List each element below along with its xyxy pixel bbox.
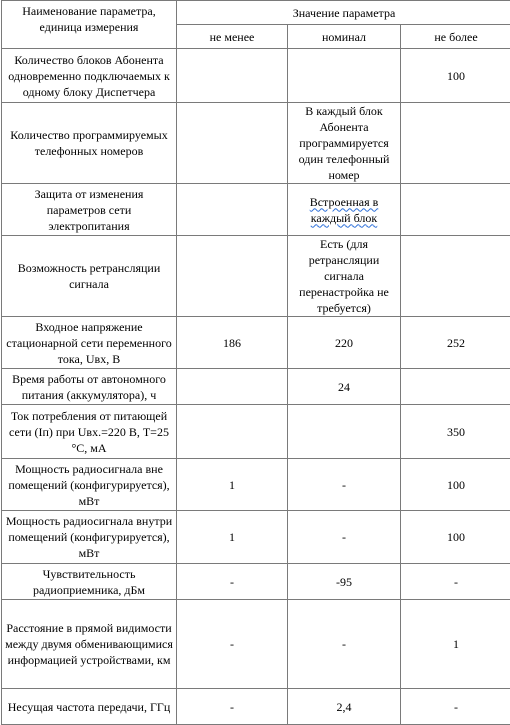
table-row <box>2 405 510 459</box>
table-row <box>2 103 510 184</box>
row-parameter: Ток потребления от питающей сети (Iп) при Uвх.=220 В, Т=25 °С, мА <box>2 405 177 459</box>
header-nominal: номинал <box>288 25 401 49</box>
row-nominal: - <box>288 600 401 689</box>
table-row <box>2 49 510 103</box>
row-min <box>177 49 288 103</box>
row-min <box>177 405 288 459</box>
row-nominal: Есть (для ретрансляции сигнала перенастройка не требуется) <box>288 236 401 317</box>
row-min <box>177 184 288 236</box>
header-max: не более <box>401 25 510 49</box>
header-parameter-name: Наименование параметра, единица измерения <box>2 1 177 49</box>
row-min <box>177 103 288 184</box>
row-max: 252 <box>401 317 510 369</box>
row-parameter: Несущая частота передачи, ГГц <box>2 689 177 725</box>
row-min: - <box>177 600 288 689</box>
row-max <box>401 184 510 236</box>
row-parameter: Мощность радиосигнала вне помещений (конфигурируется), мВт <box>2 459 177 511</box>
row-max <box>401 369 510 405</box>
row-nominal <box>288 405 401 459</box>
table-row <box>2 600 510 689</box>
row-parameter: Защита от изменения параметров сети электропитания <box>2 184 177 236</box>
table-row <box>2 459 510 511</box>
table-row <box>2 564 510 600</box>
table-row <box>2 236 510 317</box>
row-parameter: Мощность радиосигнала внутри помещений (конфигурируется), мВт <box>2 511 177 564</box>
row-nominal: - <box>288 511 401 564</box>
row-max: 100 <box>401 459 510 511</box>
row-max: 100 <box>401 49 510 103</box>
row-min: 1 <box>177 459 288 511</box>
row-parameter: Возможность ретрансляции сигнала <box>2 236 177 317</box>
row-max: - <box>401 689 510 725</box>
row-max <box>401 103 510 184</box>
row-nominal: В каждый блок Абонента программируется один телефонный номер <box>288 103 401 184</box>
row-parameter: Время работы от автономного питания (аккумулятора), ч <box>2 369 177 405</box>
row-nominal: 220 <box>288 317 401 369</box>
row-nominal: - <box>288 459 401 511</box>
row-max: 100 <box>401 511 510 564</box>
row-nominal: 24 <box>288 369 401 405</box>
row-max: - <box>401 564 510 600</box>
table-row <box>2 689 510 725</box>
row-parameter: Чувствительность радиоприемника, дБм <box>2 564 177 600</box>
parameters-table <box>1 0 510 725</box>
row-max: 1 <box>401 600 510 689</box>
table-row <box>2 184 510 236</box>
table-row <box>2 511 510 564</box>
table-row <box>2 317 510 369</box>
row-min: 1 <box>177 511 288 564</box>
row-nominal <box>288 184 401 236</box>
row-max: 350 <box>401 405 510 459</box>
header-min: не менее <box>177 25 288 49</box>
row-max <box>401 236 510 317</box>
row-parameter: Количество программируемых телефонных номеров <box>2 103 177 184</box>
row-parameter: Расстояние в прямой видимости между двумя обменивающимися информацией устройствами, км <box>2 600 177 689</box>
table-row <box>2 369 510 405</box>
row-nominal <box>288 49 401 103</box>
row-parameter: Входное напряжение стационарной сети переменного тока, Uвх, В <box>2 317 177 369</box>
row-min: - <box>177 564 288 600</box>
row-min: - <box>177 689 288 725</box>
row-parameter: Количество блоков Абонента одновременно подключаемых к одному блоку Диспетчера <box>2 49 177 103</box>
row-min <box>177 236 288 317</box>
row-nominal: -95 <box>288 564 401 600</box>
row-nominal-text: Встроенная в каждый блок <box>310 195 379 225</box>
row-min: 186 <box>177 317 288 369</box>
table-header-row <box>2 1 510 25</box>
row-nominal: 2,4 <box>288 689 401 725</box>
row-min <box>177 369 288 405</box>
header-parameter-value: Значение параметра <box>177 1 510 25</box>
